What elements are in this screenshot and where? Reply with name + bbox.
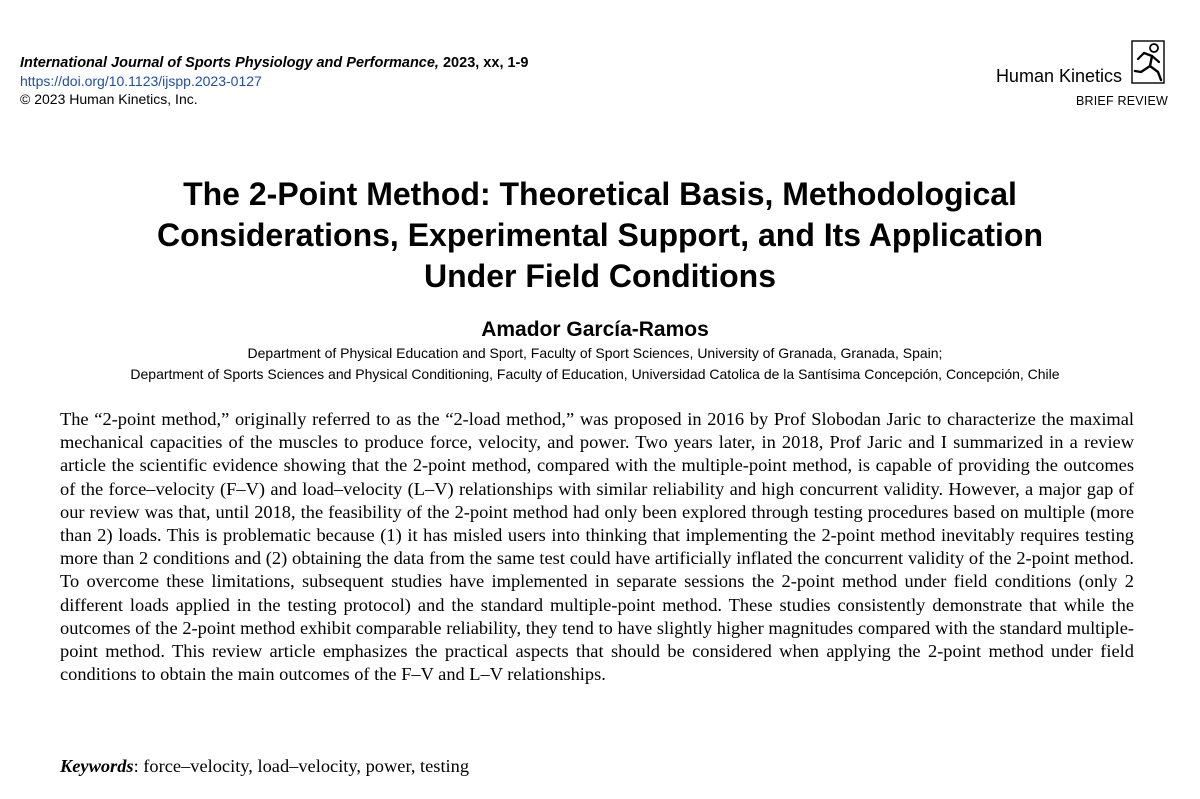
journal-citation [20, 54, 528, 72]
running-figure-logo-icon [1128, 38, 1168, 86]
publisher-name: Human Kinetics [995, 66, 1122, 86]
affiliation: Department of Physical Education and Sport, Faculty of Sport Sciences, University of Granada, Granada, Spain; [247, 345, 943, 361]
article-title [60, 174, 1140, 297]
keywords-label: Keywords [60, 756, 134, 776]
publisher-block [928, 38, 1168, 110]
journal-volume-pages: 2023, xx, 1-9 [438, 55, 529, 71]
keywords-separator: : [133, 756, 139, 776]
keywords-list: force–velocity, load–velocity, power, testing [138, 756, 470, 776]
journal-name: International Journal of Sports Physiology and Performance, [20, 55, 439, 71]
title-line: Under Field Conditions [424, 258, 776, 294]
journal-header [20, 54, 528, 108]
author-name: Amador García-Ramos [481, 318, 709, 341]
affiliation: Department of Sports Sciences and Physical Conditioning, Faculty of Education, Universidad Catolica de la Santísima Concepción, Concepción, Chile [130, 366, 1060, 382]
title-line: The 2-Point Method: Theoretical Basis, Methodological [183, 176, 1017, 212]
copyright-notice: © 2023 Human Kinetics, Inc. [20, 91, 198, 107]
keywords-line [60, 756, 469, 777]
article-type: BRIEF REVIEW [1076, 94, 1168, 108]
title-line: Considerations, Experimental Support, and Its Application [156, 217, 1044, 253]
doi-link[interactable]: https://doi.org/10.1123/ijspp.2023-0127 [20, 73, 262, 89]
abstract: The “2-point method,” originally referred to as the “2-load method,” was proposed in 2016 by Prof Slobodan Jaric to characterize the maximal mechanical capacities of the muscles to produce force, velocity, and power. Two years later, in 2018, Prof Jaric and I summarized in a review article the scientific evidence showing that the 2-point method, compared with the multiple-point method, is capable of providing the outcomes of the force–velocity (F–V) and load–velocity (L–V) relationships with similar reliability and high concurrent validity. However, a major gap of our review was that, until 2018, the feasibility of the 2-point method had only been explored through testing procedures based on multiple (more than 2) loads. This is problematic because (1) it has misled users into thinking that implementing the 2-point method inevitably requires testing more than 2 conditions and (2) obtaining the data from the same test could have artificially inflated the concurrent validity of the 2-point method. To overcome these limitations, subsequent studies have implemented in separate sessions the 2-point method under field conditions (only 2 different loads applied in the testing protocol) and the standard multiple-point method. These studies consistently demonstrate that while the outcomes of the 2-point method exhibit comparable reliability, they tend to have slightly higher magnitudes compared with the standard multiple-point method. This review article emphasizes the practical aspects that should be considered when applying the 2-point method under field conditions to obtain the main outcomes of the F–V and L–V relationships. [60, 409, 1134, 685]
